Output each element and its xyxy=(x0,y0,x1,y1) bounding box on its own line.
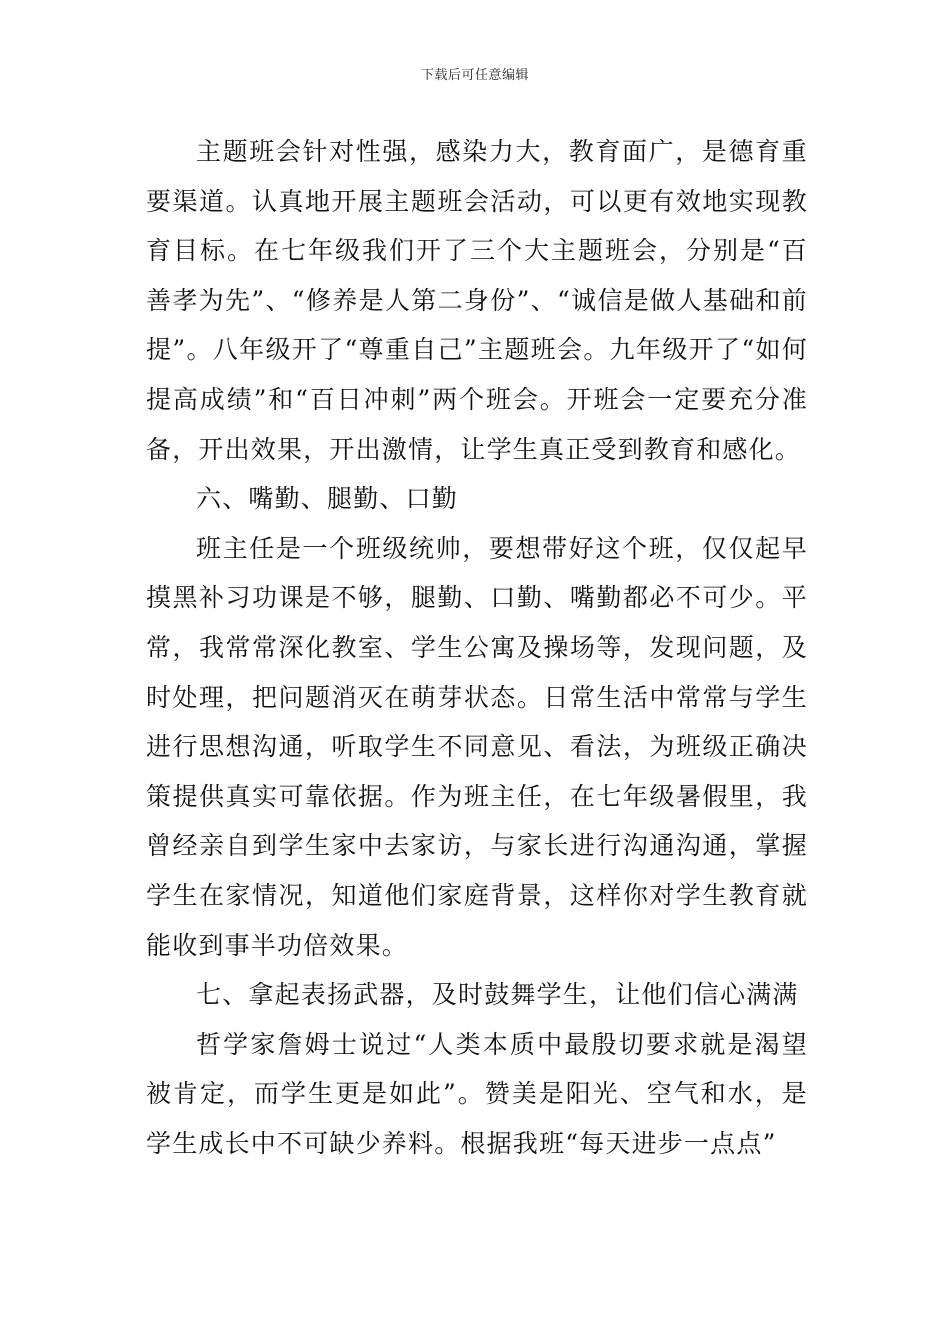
paragraph-diligence: 班主任是一个班级统帅，要想带好这个班，仅仅起早摸黑补习功课是不够，腿勤、口勤、嘴勤都必不可少。平常，我常常深化教室、学生公寓及操场等，发现问题，及时处理，把问题消灭在萌芽状态。日常生活中常常与学生进行思想沟通，听取学生不同意见、看法，为班级正确决策提供真实可靠依据。作为班主任，在七年级暑假里，我曾经亲自到学生家中去家访，与家长进行沟通沟通，掌握学生在家情况，知道他们家庭背景，这样你对学生教育就能收到事半功倍效果。 xyxy=(146,533,808,960)
section-heading-six: 六、嘴勤、腿勤、口勤 xyxy=(196,484,459,514)
paragraph-class-meeting: 主题班会针对性强，感染力大，教育面广，是德育重要渠道。认真地开展主题班会活动，可以更有效地实现教育目标。在七年级我们开了三个大主题班会，分别是“百善孝为先”、“修养是人第二身份”、“诚信是做人基础和前提”。八年级开了“尊重自己”主题班会。九年级开了“如何提高成绩”和“百日冲刺”两个班会。开班会一定要充分准备，开出效果，开出激情，让学生真正受到教育和感化。 xyxy=(146,137,808,464)
page-header: 下载后可任意编辑 xyxy=(420,68,529,83)
section-heading-seven: 七、拿起表扬武器，及时鼓舞学生，让他们信心满满 xyxy=(196,980,799,1010)
paragraph-praise: 哲学家詹姆士说过“人类本质中最殷切要求就是渴望被肯定，而学生更是如此”。赞美是阳光、空气和水，是学生成长中不可缺少养料。根据我班“每天进步一点点” xyxy=(146,1029,808,1158)
document-body xyxy=(146,127,808,1168)
